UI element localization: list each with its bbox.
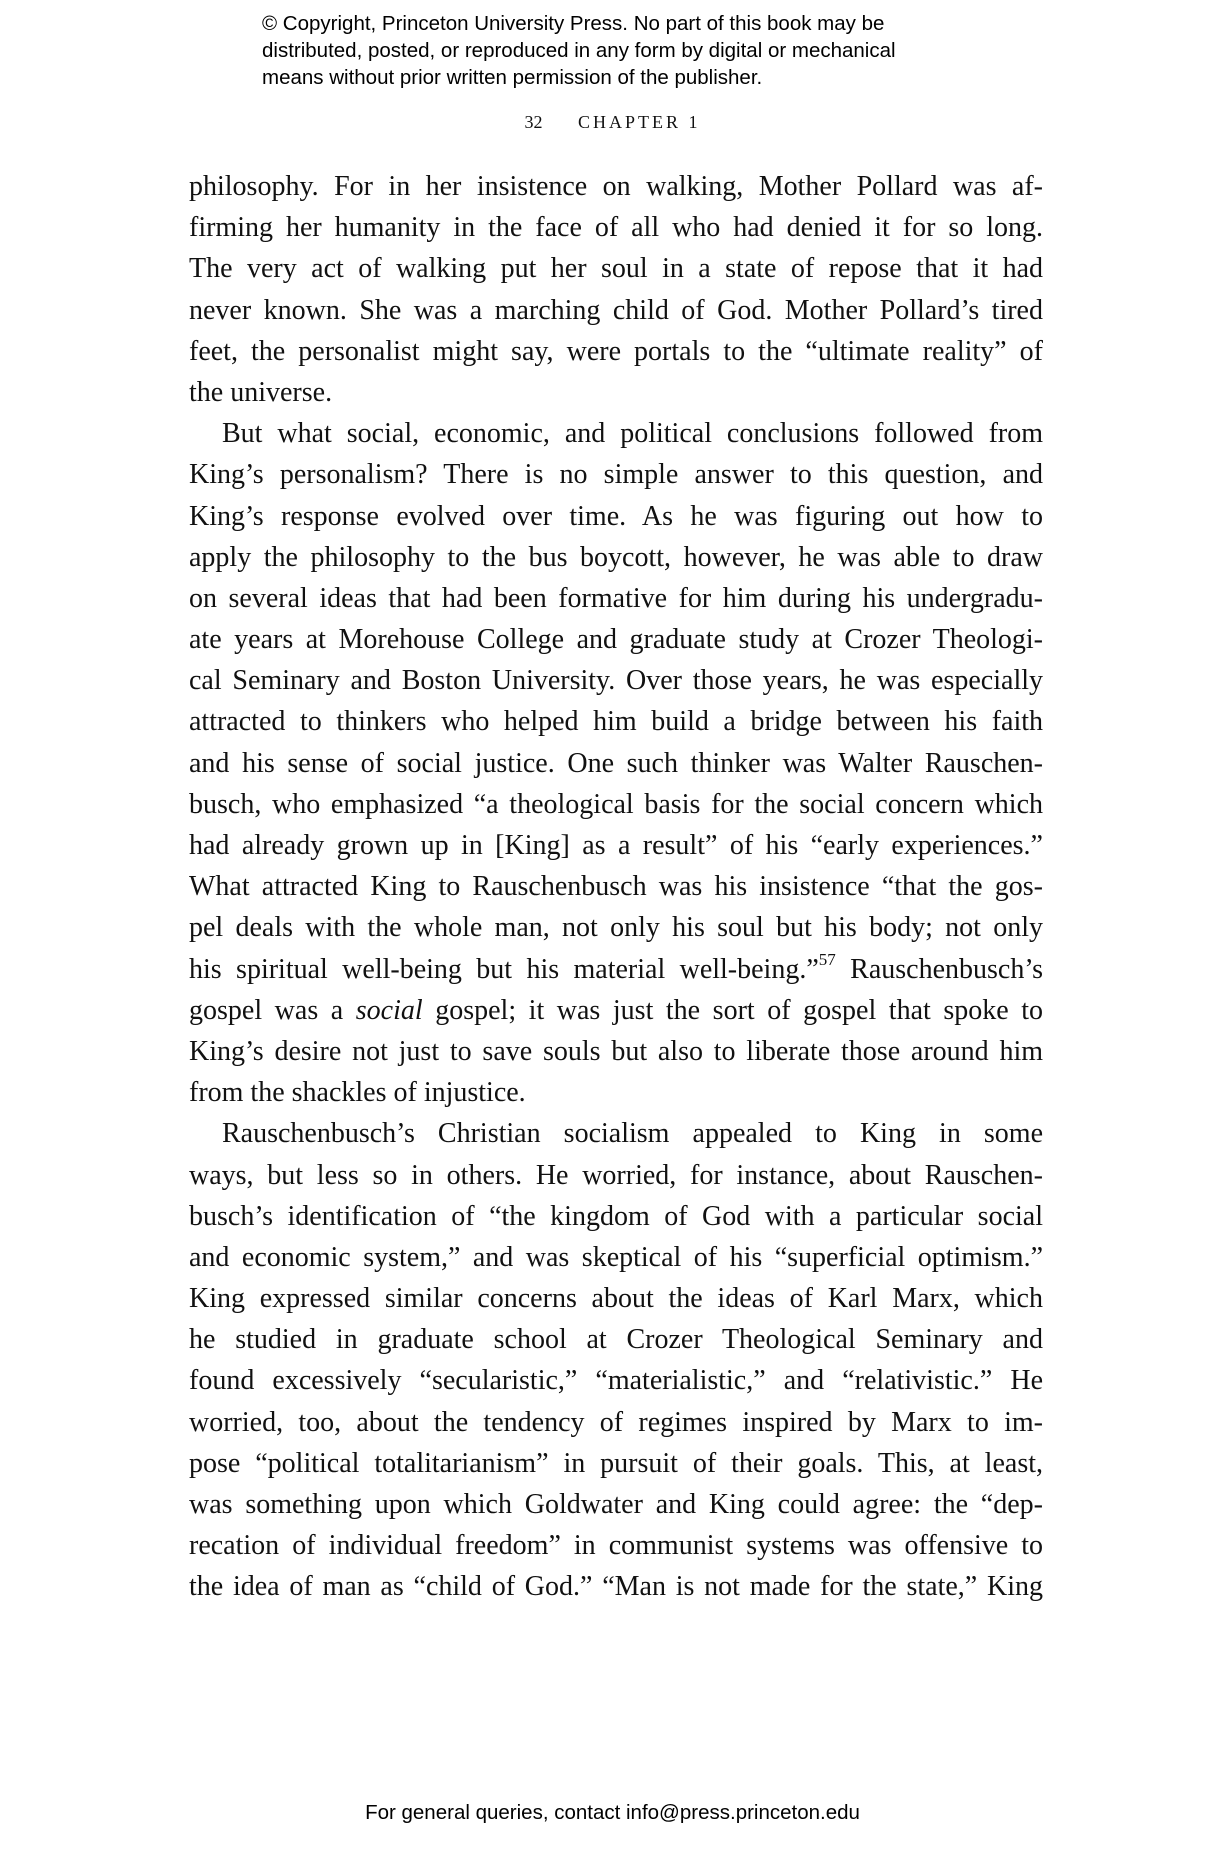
text-line: King’s personalism? There is no simple answer to this question, and xyxy=(189,459,1043,491)
text-line: on several ideas that had been formative for him during his undergradu- xyxy=(189,582,1043,614)
text-segment: gospel was a xyxy=(189,994,356,1026)
text-line: firming her humanity in the face of all who had denied it for so long. xyxy=(189,212,1043,244)
copyright-line: distributed, posted, or reproduced in any form by digital or mechanical xyxy=(262,39,896,62)
text-line: had already grown up in [King] as a result” of his “early experiences.” xyxy=(189,830,1043,861)
text-line: from the shackles of injustice. xyxy=(189,1077,526,1109)
text-line: busch’s identification of “the kingdom of God with a particular social xyxy=(189,1200,1043,1232)
text-line-with-italic xyxy=(189,990,1043,1031)
text-line: pose “political totalitarianism” in pursuit of their goals. This, at least, xyxy=(189,1447,1043,1479)
chapter-label: CHAPTER 1 xyxy=(577,112,701,132)
running-head xyxy=(0,112,1225,133)
text-line: found excessively “secularistic,” “materialistic,” and “relativistic.” He xyxy=(189,1365,1043,1397)
copyright-line: means without prior written permission of the publisher. xyxy=(262,66,763,89)
body-text xyxy=(189,166,1043,1608)
page-number: 32 xyxy=(524,112,543,132)
text-line: King expressed similar concerns about the ideas of Karl Marx, which xyxy=(189,1283,1043,1315)
text-line: But what social, economic, and political conclusions followed from xyxy=(222,418,1043,450)
text-line: feet, the personalist might say, were portals to the “ultimate reality” of xyxy=(189,335,1043,367)
text-line: busch, who emphasized “a theological basis for the social concern which xyxy=(189,788,1043,820)
text-line: and economic system,” and was skeptical of his “superficial optimism.” xyxy=(189,1241,1043,1273)
text-line: Rauschenbusch’s Christian socialism appealed to King in some xyxy=(222,1118,1043,1150)
footer-contact: For general queries, contact info@press.princeton.edu xyxy=(365,1801,860,1824)
text-line: and his sense of social justice. One such thinker was Walter Rauschen- xyxy=(189,747,1043,779)
text-segment: his spiritual well-being but his material well-being.” xyxy=(189,953,819,985)
text-segment: Rauschenbusch’s xyxy=(835,953,1043,985)
text-line: never known. She was a marching child of God. Mother Pollard’s tired xyxy=(189,294,1043,326)
text-line: the idea of man as “child of God.” “Man is not made for the state,” King xyxy=(189,1571,1043,1603)
text-line: ways, but less so in others. He worried, for instance, about Rauschen- xyxy=(189,1159,1043,1191)
text-line: recation of individual freedom” in communist systems was offensive to xyxy=(189,1530,1043,1562)
text-line: philosophy. For in her insistence on walking, Mother Pollard was af- xyxy=(189,171,1043,202)
text-line: attracted to thinkers who helped him build a bridge between his faith xyxy=(189,706,1043,738)
text-line: he studied in graduate school at Crozer Theological Seminary and xyxy=(189,1324,1043,1356)
text-line: What attracted King to Rauschenbusch was his insistence “that the gos- xyxy=(189,871,1043,903)
footnote-marker: 57 xyxy=(818,950,836,970)
text-line: was something upon which Goldwater and King could agree: the “dep- xyxy=(189,1489,1043,1520)
text-line: cal Seminary and Boston University. Over those years, he was especially xyxy=(189,665,1043,697)
text-line: ate years at Morehouse College and graduate study at Crozer Theologi- xyxy=(189,624,1043,656)
text-line-with-footnote xyxy=(189,949,1043,990)
text-line: worried, too, about the tendency of regimes inspired by Marx to im- xyxy=(189,1406,1043,1438)
text-line: King’s desire not just to save souls but also to liberate those around him xyxy=(189,1035,1043,1067)
italic-word: social xyxy=(355,994,423,1026)
text-line: King’s response evolved over time. As he was figuring out how to xyxy=(189,500,1043,532)
copyright-line: © Copyright, Princeton University Press. No part of this book may be xyxy=(262,12,885,35)
text-line: pel deals with the whole man, not only his soul but his body; not only xyxy=(189,912,1043,944)
text-line: the universe. xyxy=(189,376,333,408)
text-segment: gospel; it was just the sort of gospel that spoke to xyxy=(422,994,1043,1026)
text-line: The very act of walking put her soul in a state of repose that it had xyxy=(189,253,1043,285)
copyright-notice xyxy=(262,10,1022,91)
text-line: apply the philosophy to the bus boycott, however, he was able to draw xyxy=(189,541,1043,573)
